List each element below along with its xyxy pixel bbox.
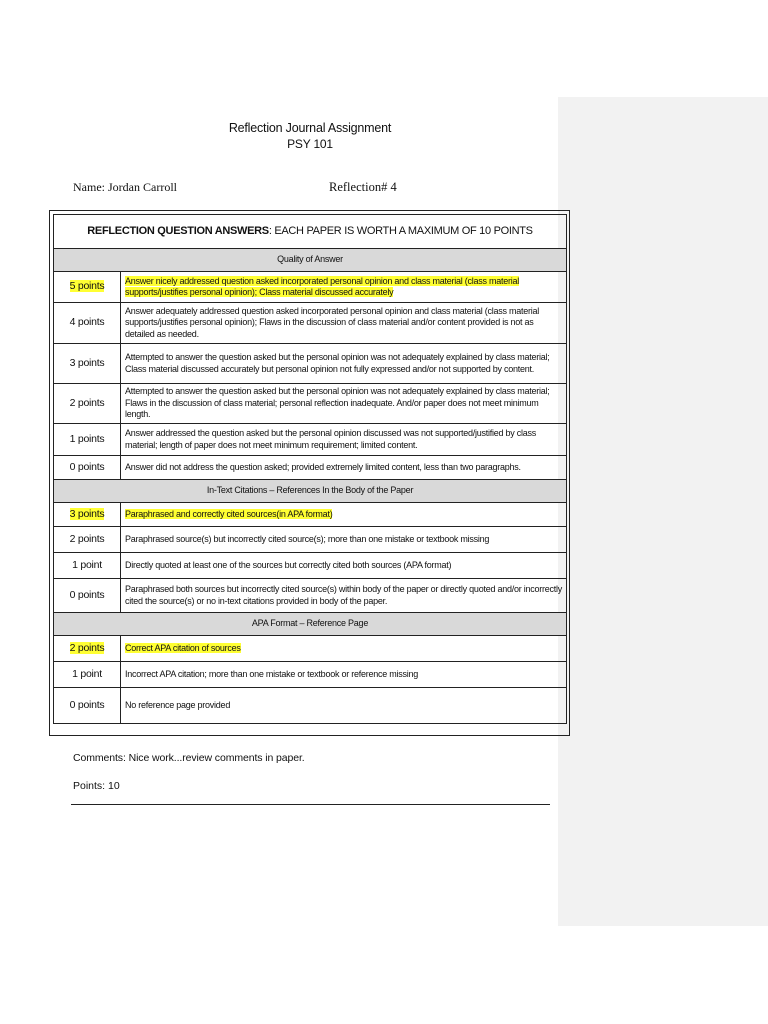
points-total: Points: 10 (73, 780, 120, 792)
description-cell (121, 456, 567, 480)
points-cell (54, 553, 121, 579)
section-header (54, 613, 567, 636)
points-label: 1 point (72, 667, 102, 680)
table-row (54, 636, 567, 662)
description-cell (121, 662, 567, 688)
points-label: 0 points (69, 588, 105, 601)
description-text: Attempted to answer the question asked but the personal opinion was not adequately explained by class material; Flaws in the discussion of class material; personal reflection inadequate. And/or paper does not meet minimum length. (125, 386, 550, 420)
table-row (54, 527, 567, 553)
description-cell (121, 579, 567, 613)
description-cell (121, 636, 567, 662)
points-cell (54, 272, 121, 303)
section-header (54, 249, 567, 272)
points-label: 3 points (69, 356, 105, 369)
table-row (54, 384, 567, 424)
section-title: APA Format – Reference Page (54, 613, 567, 636)
description-cell (121, 384, 567, 424)
table-row (54, 303, 567, 344)
points-cell (54, 303, 121, 344)
points-cell (54, 503, 121, 527)
points-cell (54, 424, 121, 456)
description-cell (121, 688, 567, 724)
rubric-table (53, 214, 567, 724)
table-row (54, 503, 567, 527)
reflection-number-line (329, 180, 397, 195)
description-cell (121, 503, 567, 527)
description-cell (121, 344, 567, 384)
description-text: Paraphrased source(s) but incorrectly cited source(s); more than one mistake or textbook missing (125, 533, 490, 544)
points-cell (54, 662, 121, 688)
table-row (54, 424, 567, 456)
table-row (54, 272, 567, 303)
points-label: 4 points (69, 316, 105, 329)
description-text: Answer addressed the question asked but the personal opinion discussed was not supported/justified by class material; length of paper does not meet minimum requirement; limited content. (125, 428, 537, 450)
name-label: Name: (73, 180, 105, 194)
table-row (54, 344, 567, 384)
description-text: Paraphrased both sources but incorrectly cited source(s) within body of the paper or directly quoted and/or incorrectly cited the source(s) or no in-text citations provided in body of the paper. (125, 584, 562, 606)
rubric-header-row (54, 215, 567, 249)
points-cell (54, 384, 121, 424)
table-row (54, 553, 567, 579)
course-code: PSY 101 (287, 137, 333, 151)
document-title: Reflection Journal Assignment (228, 121, 392, 135)
table-row (54, 456, 567, 480)
signature-rule (71, 804, 550, 805)
table-row (54, 688, 567, 724)
description-text: Answer adequately addressed question asked incorporated personal opinion and class material (class material supports/justifies personal opinion); Flaws in the discussion of class material and/or content provided is not as detailed as needed. (125, 305, 539, 339)
description-text: Correct APA citation of sources (125, 642, 241, 653)
points-cell (54, 688, 121, 724)
name-value: Jordan Carroll (108, 180, 177, 194)
points-cell (54, 456, 121, 480)
student-name-line (73, 180, 177, 195)
points-cell (54, 579, 121, 613)
table-row (54, 579, 567, 613)
section-title: In-Text Citations – References In the Body of the Paper (54, 480, 567, 503)
points-label: 0 points (69, 698, 105, 711)
description-text: Answer did not address the question asked; provided extremely limited content, less than two paragraphs. (125, 461, 521, 472)
description-cell (121, 553, 567, 579)
rubric-heading-rest: : EACH PAPER IS WORTH A MAXIMUM OF 10 POINTS (268, 224, 533, 237)
description-cell (121, 303, 567, 344)
points-cell (54, 636, 121, 662)
section-header (54, 480, 567, 503)
points-label: 3 points (69, 507, 105, 520)
points-label: 0 points (69, 460, 105, 473)
rubric-heading (54, 215, 567, 249)
reflection-label: Reflection# (329, 180, 388, 194)
table-row (54, 662, 567, 688)
points-cell (54, 344, 121, 384)
section-title: Quality of Answer (54, 249, 567, 272)
points-cell (54, 527, 121, 553)
rubric-heading-bold: REFLECTION QUESTION ANSWERS (87, 224, 269, 237)
reflection-value: 4 (390, 180, 397, 194)
points-label: 1 point (72, 558, 102, 571)
description-text: Directly quoted at least one of the sources but correctly cited both sources (APA format) (125, 559, 452, 570)
description-cell (121, 527, 567, 553)
description-text: No reference page provided (125, 699, 231, 710)
description-cell (121, 424, 567, 456)
description-text: Incorrect APA citation; more than one mistake or textbook or reference missing (125, 668, 418, 679)
points-label: 2 points (69, 396, 105, 409)
description-text: Answer nicely addressed question asked incorporated personal opinion and class material (class material supports/justifies personal opinion); Class material discussed accurately (125, 275, 519, 297)
points-label: 2 points (69, 532, 105, 545)
comment-pane (558, 97, 768, 926)
comments-text: Comments: Nice work...review comments in paper. (73, 752, 305, 764)
description-text: Attempted to answer the question asked but the personal opinion was not adequately explained by class material; Class material discussed accurately but personal opinion not fully expressed and/or not supported by content. (125, 352, 550, 374)
points-label: 2 points (69, 641, 105, 654)
points-label: 1 points (69, 432, 105, 445)
points-label: 5 points (69, 280, 105, 293)
description-cell (121, 272, 567, 303)
description-text: Paraphrased and correctly cited sources(in APA format) (125, 508, 333, 519)
